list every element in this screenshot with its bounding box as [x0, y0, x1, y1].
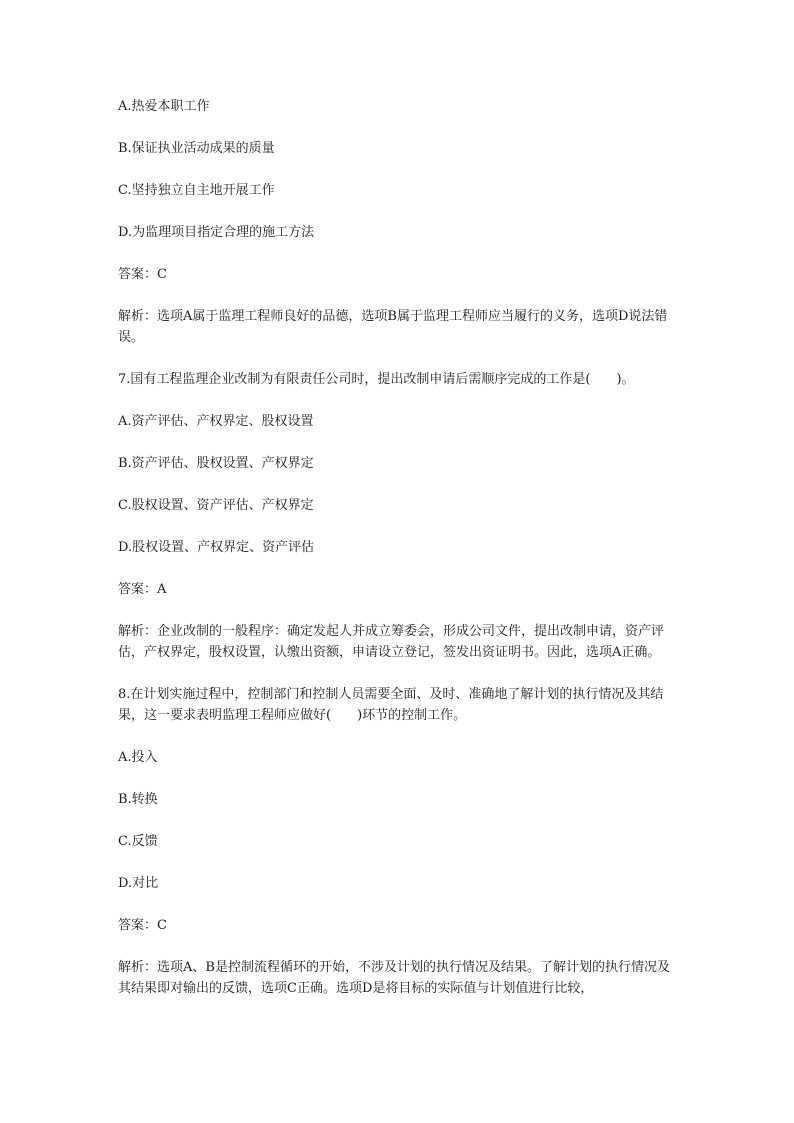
- q6-option-b: B.保证执业活动成果的质量: [118, 141, 275, 156]
- q6-option-a: A.热爱本职工作: [118, 99, 210, 114]
- q7-option-b: B.资产评估、股权设置、产权界定: [118, 456, 314, 471]
- q8-analysis: 解析：选项A、B是控制流程循环的开始，不涉及计划的执行情况及结果。了解计划的执行情况及其结果即对输出的反馈，选项C正确。选项D是将目标的实际值与计划值进行比较，: [118, 960, 670, 996]
- q8-option-b: B.转换: [118, 792, 158, 807]
- q8-answer: 答案：C: [118, 918, 167, 933]
- q6-option-d: D.为监理项目指定合理的施工方法: [118, 225, 315, 240]
- q7-option-a: A.资产评估、产权界定、股权设置: [118, 414, 314, 429]
- q7-option-d: D.股权设置、产权界定、资产评估: [118, 540, 315, 555]
- q6-answer: 答案：C: [118, 267, 167, 282]
- q8-option-c: C.反馈: [118, 834, 158, 849]
- q7-question: 7.国有工程监理企业改制为有限责任公司时，提出改制申请后需顺序完成的工作是( )。: [118, 372, 635, 387]
- q7-option-c: C.股权设置、资产评估、产权界定: [118, 498, 314, 513]
- q8-question: 8.在计划实施过程中，控制部门和控制人员需要全面、及时、准确地了解计划的执行情况及其结果，这一要求表明监理工程师应做好( )环节的控制工作。: [118, 687, 664, 723]
- q8-option-d: D.对比: [118, 876, 159, 891]
- q6-analysis: 解析：选项A属于监理工程师良好的品德，选项B属于监理工程师应当履行的义务，选项D说法错误。: [118, 309, 668, 345]
- q8-option-a: A.投入: [118, 750, 158, 765]
- q7-answer: 答案：A: [118, 582, 167, 597]
- q6-option-c: C.坚持独立自主地开展工作: [118, 183, 275, 198]
- document-page: [118, 96, 678, 1020]
- q7-analysis: 解析：企业改制的一般程序：确定发起人并成立筹委会，形成公司文件，提出改制申请，资产评估，产权界定，股权设置，认缴出资额，申请设立登记，签发出资证明书。因此，选项A正确。: [118, 624, 665, 660]
